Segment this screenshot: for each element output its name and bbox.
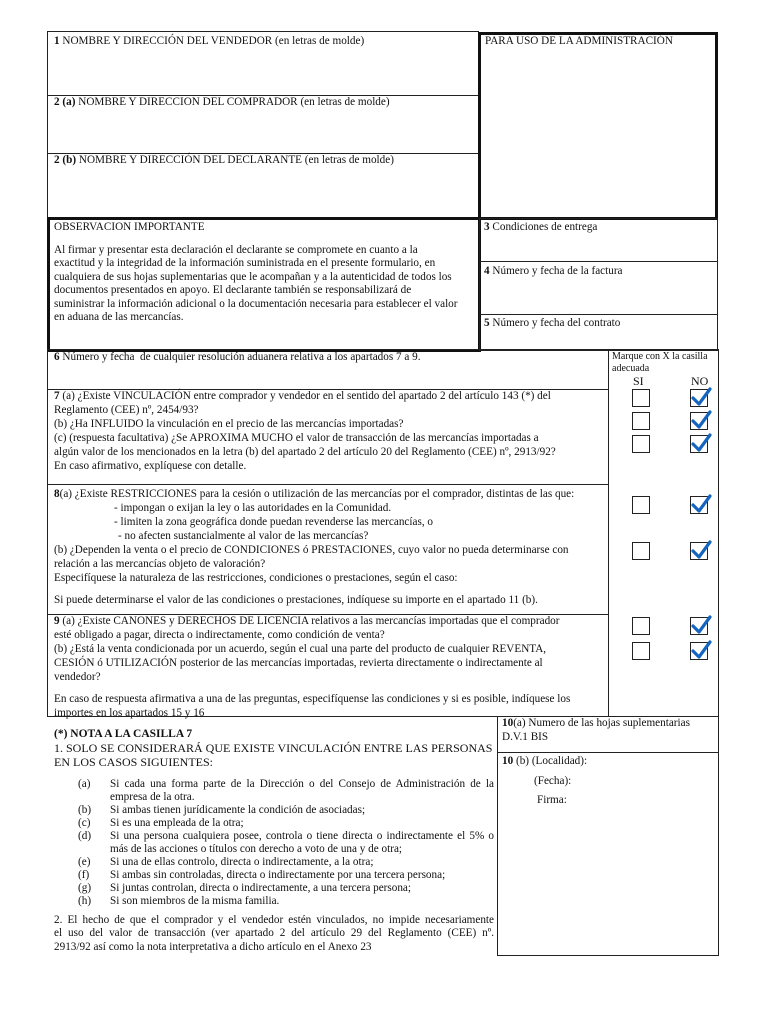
box-9-text: 9 (a) ¿Existe CANONES y DERECHOS DE LICENCIA relativos a las mercancías importadas que el comprador esté obligado a pagar, directa o indirectamente, como condición de venta? (b) ¿Está la venta condicionada por un acuerdo, según el cual una parte del producto de cualquier REVENTA, CESIÓN ó UTILIZACIÓN posterior de las mercancías importadas, revierta directamente o indirectamente al vendedor? En caso de respuesta afirmativa a una de las preguntas, especifíquense las condiciones y si es posible, indíquese los importes en los apartados 15 y 16 [54,615,571,719]
divider [479,261,718,262]
checkbox-si-9a[interactable] [632,617,650,635]
checkbox-no-7c[interactable] [690,435,708,453]
checkbox-si-7a[interactable] [632,389,650,407]
nota-item-text: Si una persona cualquiera posee, controla o tiene directa o indirectamente el 5% o más de las acciones o títulos con derecho a voto de una y de otra; [110,830,494,856]
nota-item-text: Si ambas tienen jurídicamente la condición de asociadas; [110,804,366,816]
box-4-invoice-label: 4 Número y fecha de la factura [484,265,623,277]
checkbox-si-8a[interactable] [632,496,650,514]
box-2b-declarant-label: 2 (b) NOMBRE Y DIRECCIÓN DEL DECLARANTE (en letras de molde) [54,154,394,166]
admin-use-label: PARA USO DE LA ADMINISTRACIÓN [485,35,673,47]
box-1-seller-label: 1 NOMBRE Y DIRECCIÓN DEL VENDEDOR (en letras de molde) [54,35,365,47]
box-5-contract-label: 5 Número y fecha del contrato [484,317,621,329]
column-header-no: NO [691,374,709,388]
nota-item-text: Si una de ellas controlo, directa o indirectamente, a la otra; [110,856,374,868]
observacion-line: cualquiera de sus hojas suplementarias que le acompañan y a la autenticidad de todos los [54,270,452,283]
nota-item: (b) [78,804,92,816]
form-top-left-frame [47,31,479,218]
nota-item: (a) [78,778,91,790]
box-3-delivery-label: 3 Condiciones de entrega [484,221,598,233]
box-10b-place-label: 10 (b) (Localidad): [502,755,588,767]
checkbox-no-8a[interactable] [690,496,708,514]
checkbox-si-7c[interactable] [632,435,650,453]
admin-use-box [478,32,718,220]
marque-instruction: Marque con X la casilla adecuada [612,351,708,374]
checkbox-no-9a[interactable] [690,617,708,635]
box-8-text: 8(a) ¿Existe RESTRICCIONES para la cesión o utilización de las mercancías por el comprador, distintas de las que: - impongan o exijan la ley o las autoridades en la Comunidad. - limiten la zona geográfica donde puedan revenderse las mercancías, o - no afecten sustancialmente al valor de las mercancías? (b) ¿Dependen la venta o el precio de CONDICIONES ó PRESTACIONES, cuyo valor no pueda determinarse con relación a las mercancías objeto de valoración? Especifíquese la naturaleza de las restricciones, condiciones o prestaciones, según el caso: Si puede determinarse el valor de las condiciones o prestaciones, indíquese su importe en el apartado 11 (b). [54,488,575,606]
box-10b-signature-label: Firma: [537,794,567,806]
checkmark-icon [690,539,712,561]
observacion-line: en aduana de las mercancías. [54,311,184,324]
observacion-line: Al firmar y presentar esta declaración el declarante se compromete en cuanto a la [54,244,418,256]
column-header-si: SI [633,374,644,388]
nota-item: (g) [78,882,92,894]
checkmark-icon [690,493,712,515]
nota-title: (*) NOTA A LA CASILLA 7 [54,728,193,740]
boxes-3-5-frame [479,218,718,351]
checkbox-no-7b[interactable] [690,412,708,430]
observacion-line: exactitud y la integridad de la información suministrada en el presente formulario, en [54,257,436,270]
divider [479,314,718,315]
nota-item-text: Si son miembros de la misma familia. [110,895,280,907]
divider [47,484,608,485]
divider [497,752,719,753]
checkmark-icon [690,409,712,431]
checkbox-si-8b[interactable] [632,542,650,560]
box-10a-label: 10(a) Numero de las hojas suplementarias [502,717,690,729]
box-6-label: 6 Número y fecha de cualquier resolución aduanera relativa a los apartados 7 a 9. [54,351,421,363]
checkbox-no-7a[interactable] [690,389,708,407]
observacion-title: OBSERVACION IMPORTANTE [54,221,205,233]
answer-column-divider [608,349,609,717]
checkmark-icon [690,432,712,454]
box-7-text: 7 (a) ¿Existe VINCULACIÓN entre comprador y vendedor en el sentido del apartado 2 del artículo 143 (*) del Reglamento (CEE) nº, 2454/93? (b) ¿Ha INFLUIDO la vinculación en el precio de las mercancías importadas? (c) (respuesta facultativa) ¿Se APROXIMA MUCHO el valor de transacción de las mercancías importadas a algún valor de los mencionados en la letra (b) del apartado 2 del artículo 20 del Reglamento (CEE) nº, 2913/92? En caso afirmativo, explíquese con detalle. [54,390,556,472]
nota-item-text: Si ambas sin controladas, directa o indirectamente por una tercera persona; [110,869,446,881]
checkbox-no-8b[interactable] [690,542,708,560]
box-10b-date-label: (Fecha): [534,775,572,787]
nota-item: (h) [78,895,92,907]
nota-paragraph-2: 2. El hecho de que el comprador y el vendedor estén vinculados, no impide necesariamente el uso del valor de transacción (ver apartado 2 del artículo 29 del Reglamento (CEE) nº. 2913/92 así como la nota interpretativa a dicho artículo en el Anexo 23 [54,914,494,953]
checkbox-si-7b[interactable] [632,412,650,430]
nota-intro: 1. SOLO SE CONSIDERARÁ QUE EXISTE VINCULACIÓN ENTRE LAS PERSONAS EN LOS CASOS SIGUIENTES: [54,741,493,770]
nota-item: (f) [78,869,90,881]
nota-item: (e) [78,856,91,868]
observacion-text [54,244,474,325]
checkbox-no-9b[interactable] [690,642,708,660]
checkmark-icon [690,639,712,661]
nota-item: (d) [78,830,92,842]
box-2a-buyer-label: 2 (a) NOMBRE Y DIRECCION DEL COMPRADOR (en letras de molde) [54,96,390,108]
nota-item-text: Si juntas controlan, directa o indirectamente, a una tercera persona; [110,882,412,894]
nota-item: (c) [78,817,91,829]
nota-item-text: Si cada una forma parte de la Dirección o del Consejo de Administración de la empresa de la otra. [110,778,494,804]
box-10a-form-code: D.V.1 BIS [502,731,549,743]
observacion-line: documentos presentados en apoyo. El declarante también se responsabilizará de [54,284,412,297]
observacion-line: suministrar la información adicional o la documentación necesaria para establecer el valor [54,297,458,310]
checkmark-icon [690,386,712,408]
checkbox-si-9b[interactable] [632,642,650,660]
nota-item-text: Si es una empleada de la otra; [110,817,244,829]
checkmark-icon [690,614,712,636]
